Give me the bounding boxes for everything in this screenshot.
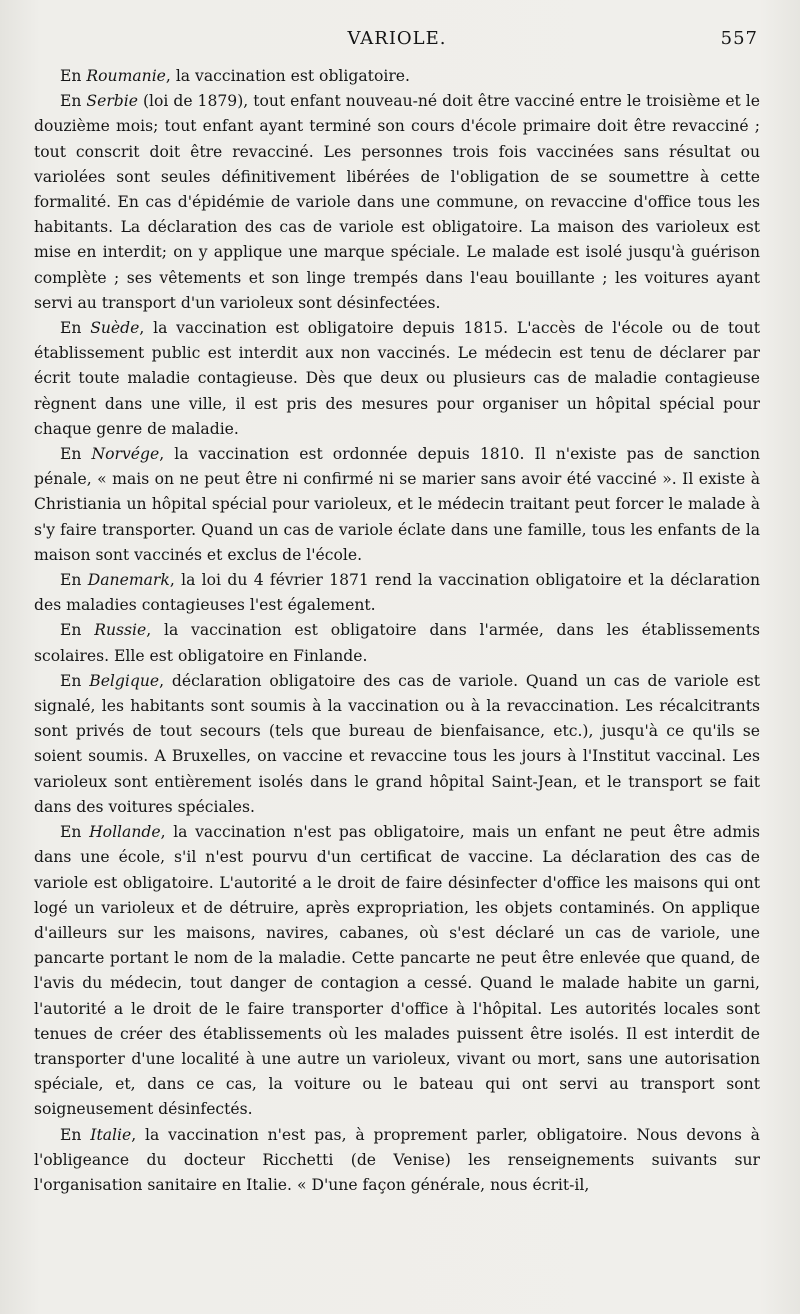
paragraph-text: , la vaccination est obligatoire depuis 1815. L'accès de l'école ou de tout établissement public est interdit aux non vaccinés. Le médecin est tenu de déclarer par écrit toute maladie contagieuse. Dès que deux ou plusieurs cas de maladie contagieuse règnent dans une ville, il est pris des mesures pour organiser un hôpital spécial pour chaque genre de maladie.	[34, 319, 760, 438]
country-name: Serbie	[86, 92, 138, 111]
paragraph-serbie	[34, 89, 760, 316]
paragraph-lead: En	[60, 671, 90, 690]
paragraph-lead: En	[60, 319, 91, 338]
paragraph-russie	[34, 618, 760, 668]
paragraph-belgique	[34, 669, 760, 820]
paragraph-italie	[34, 1123, 760, 1199]
country-name: Roumanie	[86, 67, 166, 85]
paragraph-danemark	[34, 568, 760, 618]
country-name: Danemark	[87, 571, 170, 590]
paragraph-lead: En	[60, 571, 88, 590]
paragraph-norvege	[34, 442, 760, 568]
paragraph-lead: En	[60, 621, 95, 640]
paragraph-lead: En	[60, 67, 87, 85]
paragraph-text: , la loi du 4 février 1871 rend la vaccination obligatoire et la déclaration des maladies contagieuses l'est également.	[34, 571, 761, 615]
paragraph-lead: En	[60, 823, 90, 842]
paragraph-text: (loi de 1879), tout enfant nouveau-né doit être vacciné entre le troisième et le douzième mois; tout enfant ayant terminé son cours d'école primaire doit être revacciné ; tout conscrit doit être revacciné. Les personnes trois fois vaccinées sans résultat ou variolées sont seules définitivement libérées de l'obligation de se soumettre à cette formalité. En cas d'épidémie de variole dans une commune, on revaccine d'office tous les habitants. La déclaration des cas de variole est obligatoire. La maison des varioleux est mise en interdit; on y applique une marque spéciale. Le malade est isolé jusqu'à guérison complète ; ses vêtements et son linge trempés dans l'eau bouillante ; les voitures ayant servi au transport d'un varioleux sont désinfectées.	[34, 92, 760, 312]
country-name: Italie	[90, 1125, 132, 1144]
running-title: VARIOLE.	[347, 28, 447, 49]
country-name: Russie	[94, 621, 147, 640]
country-name: Norvége	[91, 445, 160, 464]
paragraph-text: , la vaccination est ordonnée depuis 1810. Il n'existe pas de sanction pénale, « mais on ne peut être ni confirmé ni se marier sans avoir été vacciné ». Il existe à Christiania un hôpital spécial pour varioleux, et le médecin traitant peut forcer le malade à s'y faire transporter. Quand un cas de variole éclate dans une famille, tous les enfants de la maison sont vaccinés et exclus de l'école.	[34, 445, 760, 564]
page-number: 557	[720, 28, 758, 49]
country-name: Suède	[90, 319, 140, 338]
paragraph-text: , la vaccination est obligatoire dans l'armée, dans les établissements scolaires. Elle est obligatoire en Finlande.	[34, 621, 760, 665]
paragraph-lead: En	[60, 1125, 91, 1144]
paragraph-text: , la vaccination n'est pas, à proprement parler, obligatoire. Nous devons à l'obligeance du docteur Ricchetti (de Venise) les renseignements suivants sur l'organisation sanitaire en Italie. « D'une façon générale, nous écrit-il,	[34, 1125, 760, 1194]
paragraph-roumanie	[34, 64, 760, 89]
paragraph-text: , déclaration obligatoire des cas de variole. Quand un cas de variole est signalé, les habitants sont soumis à la vaccination ou à la revaccination. Les récalcitrants sont privés de tout secours (tels que bureau de bienfaisance, etc.), jusqu'à ce qu'ils se soient soumis. A Bruxelles, on vaccine et revaccine tous les jours à l'Institut vaccinal. Les varioleux sont entièrement isolés dans le grand hôpital Saint-Jean, et le transport se fait dans des voitures spéciales.	[34, 671, 760, 816]
body-text	[34, 64, 760, 1198]
paragraph-text: , la vaccination n'est pas obligatoire, mais un enfant ne peut être admis dans une école, s'il n'est pourvu d'un certificat de vaccine. La déclaration des cas de variole est obligatoire. L'autorité a le droit de faire désinfecter d'office les maisons qui ont logé un varioleux et de détruire, après expropriation, les objets contaminés. On applique d'ailleurs sur les maisons, navires, cabanes, où s'est déclaré un cas de variole, une pancarte portant le nom de la maladie. Cette pancarte ne peut être enlevée que quand, de l'avis du médecin, tout danger de contagion a cessé. Quand le malade habite un garni, l'autorité a le droit de le faire transporter d'office à l'hôpital. Les autorités locales sont tenues de créer des établissements où les malades puissent être isolés. Il est interdit de transporter d'une localité à une autre un varioleux, vivant ou mort, sans une autorisation spéciale, et, dans ce cas, la voiture ou le bateau qui ont servi au transport sont soigneusement désinfectés.	[34, 823, 760, 1119]
country-name: Hollande	[89, 823, 161, 842]
paragraph-hollande	[34, 820, 760, 1122]
paragraph-lead: En	[60, 445, 92, 464]
paragraph-lead: En	[60, 92, 87, 111]
country-name: Belgique	[89, 671, 160, 690]
running-head	[34, 28, 760, 58]
paragraph-suede	[34, 316, 760, 442]
paragraph-text: , la vaccination est obligatoire.	[165, 67, 410, 85]
